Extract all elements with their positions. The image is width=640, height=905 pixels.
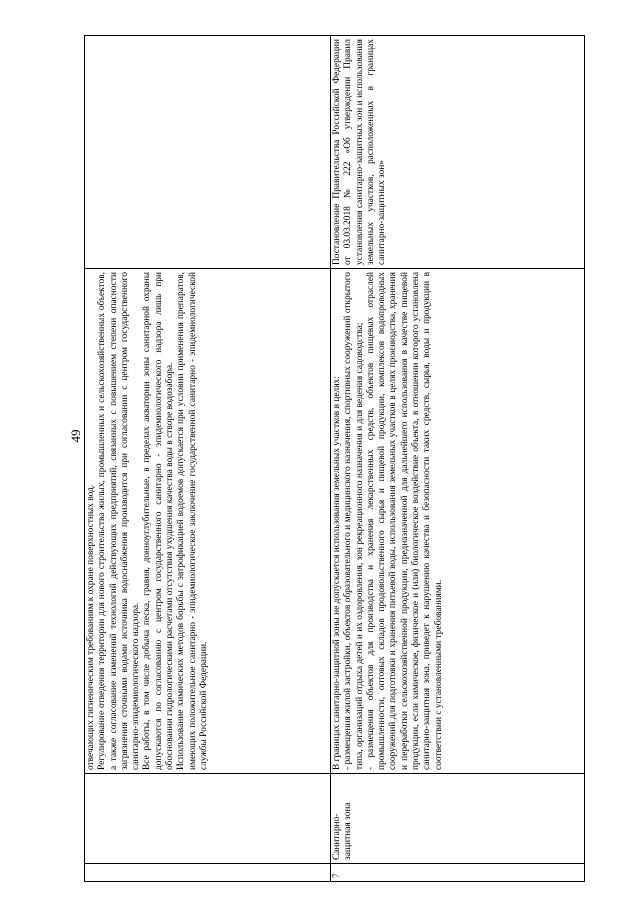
- zone-name-cell: Санитарно-защитная зона: [331, 774, 585, 864]
- legal-basis-cell: [85, 36, 331, 269]
- requirement-paragraph: - размещения жилой застройки, объектов образовательного и медицинского назначения, спортивных сооружений открытого типа, организаций отдыха детей и их оздоровления, зон рекреационного назначения и для ведения садоводства;: [343, 269, 365, 770]
- document-table-area: [84, 36, 584, 882]
- page-number: 49: [68, 429, 83, 443]
- zone-name-cell: [85, 774, 331, 864]
- requirement-paragraph: Все работы, в том числе добыча песка, гравия, донноуглубительные, в пределах акватории зоны санитарной охраны допускаются по согласованию с центром государственного санитарно - эпидемиологического надзора лишь при обосновании гидрологическими расчетами отсутствия ухудшения качества воды в створе водозабора.: [142, 269, 176, 770]
- requirement-paragraph: В границах санитарно-защитной зоны не допускается использования земельных участков в целях:: [332, 376, 342, 770]
- requirement-paragraph: Регулирование отведения территории для нового строительства жилых, промышленных и сельскохозяйственных объектов, а также согласование изменений технологий действующих предприятий, связанных с повышением степени опасности загрязнения сточными водами источника водоснабжения производится при согласовании с центром государственного санитарно-эпидемиологического надзора.: [97, 269, 142, 770]
- requirement-paragraph: - размещения объектов для производства и хранения лекарственных средств, объектов пищевых отраслей промышленности, оптовых складов продовольственного сырья и пищевой продукции, комплексов водопроводных сооружений для подготовки и хранения питьевой воды, использования земельных участков в целях производства, хранения и переработки сельскохозяйственной продукции, предназначенной для дальнейшего использования в качестве пищевой продукции, если химическое, физическое и (или) биологическое воздействие объекта, в отношении которого установлена санитарно-защитная зона, приведет к нарушению качества и безопасности таких средств, сырья, воды и продукции в соответствии с установленными требованиями.: [365, 269, 444, 770]
- row-number-cell: [85, 864, 331, 882]
- legal-basis-cell: Постановление Правительства Российской Федерации от 03.03.2018 № 222 «Об утверждении Правил установления санитарно-защитных зон и использования земельных участков, расположенных в границах санитарно-защитных зон»: [331, 36, 585, 269]
- rotated-landscape-content: [84, 36, 584, 882]
- table-row: [331, 36, 585, 882]
- requirements-cell: [85, 269, 331, 774]
- requirement-paragraph: отвечающих гигиеническим требованиям к охране поверхностных вод.: [86, 484, 96, 770]
- requirements-cell: [331, 269, 585, 774]
- requirement-paragraph: Использование химических методов борьбы с эвтрофикацией водоемов допускается при условии применения препаратов, имеющих положительное санитарно - эпидемиологическое заключение государственной санитарно - эпидемиологической службы Российской Федерации.: [176, 269, 209, 770]
- row-number-cell: 7: [331, 864, 585, 882]
- regulations-table: [84, 35, 585, 882]
- table-row: [85, 36, 331, 882]
